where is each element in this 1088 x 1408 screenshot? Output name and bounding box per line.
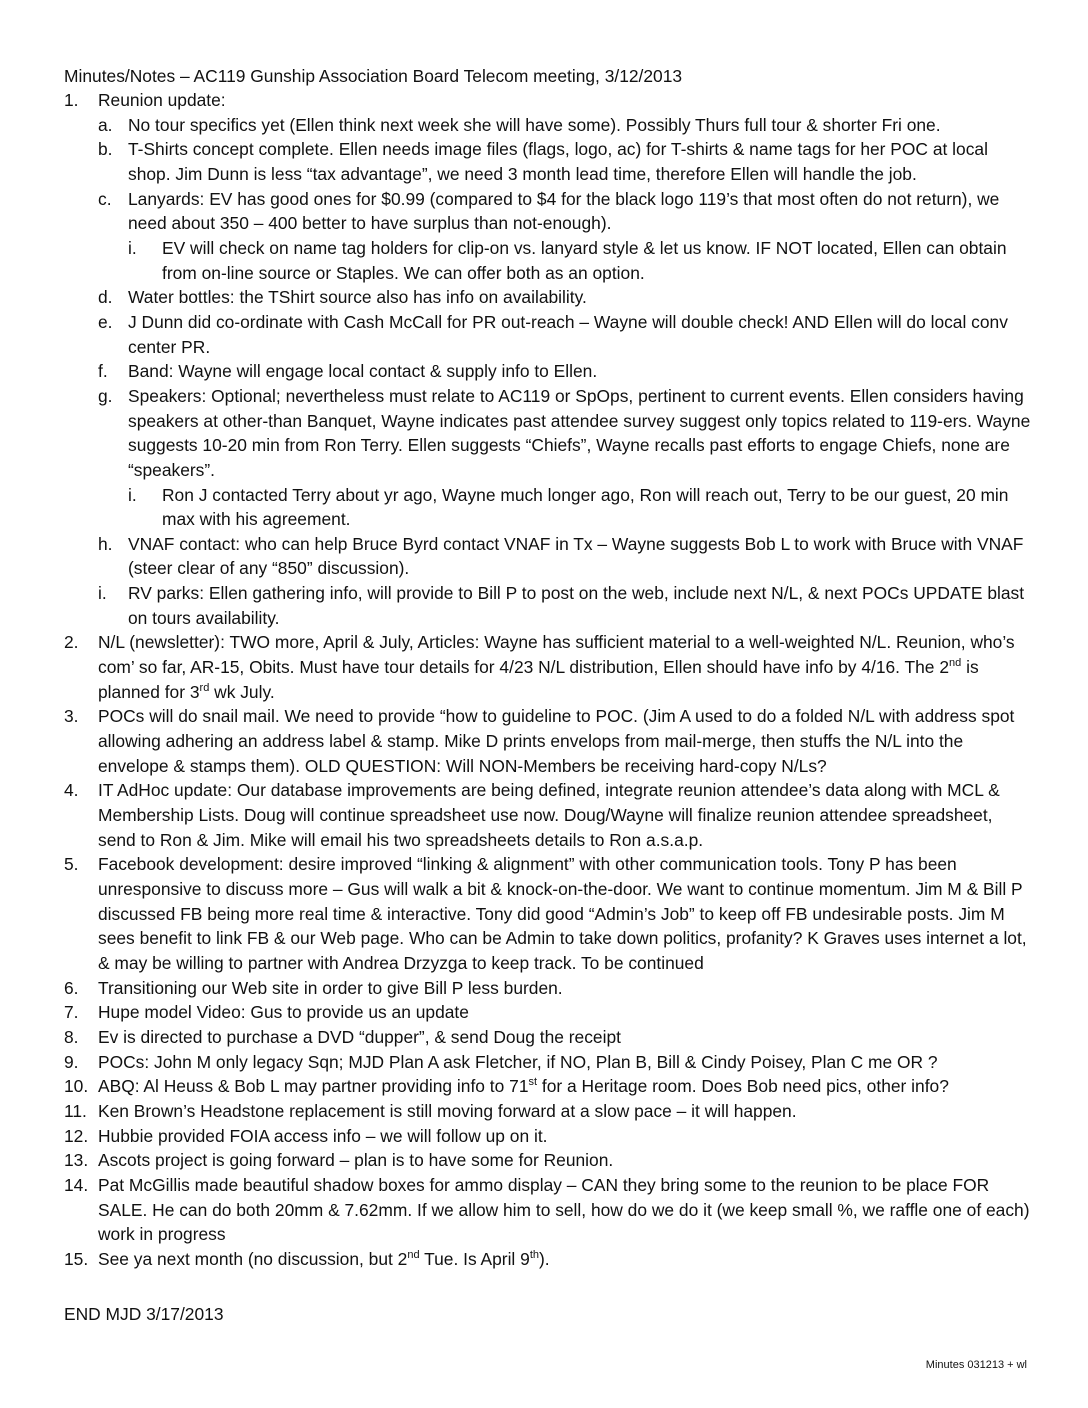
minutes-list — [64, 88, 1034, 1272]
item-text: Water bottles: the TShirt source also has info on availability. — [128, 287, 587, 308]
item-number: c. — [98, 188, 112, 209]
list-subitem — [98, 187, 1034, 236]
item-text: Band: Wayne will engage local contact & supply info to Ellen. — [128, 361, 598, 382]
list-subitem — [98, 285, 1034, 310]
item-number: e. — [98, 311, 113, 332]
item-number: d. — [98, 287, 113, 308]
item-text: J Dunn did co-ordinate with Cash McCall for PR out-reach – Wayne will double check! AND Ellen will do local conv center PR. — [128, 311, 1008, 357]
list-subitem — [98, 581, 1034, 630]
list-item — [64, 1148, 1034, 1173]
item-text: Ken Brown’s Headstone replacement is still moving forward at a slow pace – it will happen. — [98, 1100, 797, 1121]
list-item — [64, 1124, 1034, 1149]
item-text: EV will check on name tag holders for clip-on vs. lanyard style & let us know. IF NOT located, Ellen can obtain from on-line source or Staples. We can offer both as an option. — [162, 237, 1007, 283]
list-subitem — [98, 384, 1034, 483]
list-item — [64, 1247, 1034, 1272]
list-item — [64, 852, 1034, 975]
item-text: POCs: John M only legacy Sqn; MJD Plan A ask Fletcher, if NO, Plan B, Bill & Cindy Poisey, Plan C me OR ? — [98, 1051, 938, 1072]
item-text: Transitioning our Web site in order to give Bill P less burden. — [98, 977, 563, 998]
superscript: nd — [949, 657, 962, 670]
item-number: 4. — [64, 780, 79, 801]
item-text: Reunion update: — [98, 90, 226, 110]
list-subitem — [98, 532, 1034, 581]
item-number: a. — [98, 114, 113, 135]
item-number: 9. — [64, 1051, 79, 1072]
item-text: No tour specifics yet (Ellen think next week she will have some). Possibly Thurs full tour & shorter Fri one. — [128, 114, 941, 135]
text-segment: N/L (newsletter): TWO more, April & July, Articles: Wayne has sufficient material to a well-weighted N/L. Reunion, who’s com’ so far, AR-15, Obits. Must have tour details for 4/23 N/L distribution, Ellen should have info by 4/16. The 2 — [98, 632, 1015, 678]
item-text: POCs will do snail mail. We need to provide “how to guideline to POC. (Jim A used to do a folded N/L with address spot allowing adhering an address label & stamp. Mike D prints envelops from mail-merge, then stuffs the N/L into the envelope & stamps them). OLD QUESTION: Will NON-Members be receiving hard-copy N/Ls? — [98, 706, 1015, 776]
item-number: i. — [98, 583, 107, 604]
superscript: th — [529, 1249, 539, 1262]
item-number: h. — [98, 533, 113, 554]
item-text: Facebook development: desire improved “linking & alignment” with other communication tools. Tony P has been unresponsive to discuss more – Gus will walk a bit & knock-on-the-door. We want to continue momentum. Jim M & Bill P discussed FB being more real time & interactive. Tony did good “Admin’s Job” to keep off FB undesirable posts. Jim M sees benefit to link FB & our Web page. Who can be Admin to take down politics, profanity? K Graves uses internet a lot, & may be willing to partner with Andrea Drzyzga to keep track. To be continued — [98, 854, 1027, 973]
item-text — [98, 630, 1034, 704]
item-text: Hupe model Video: Gus to provide us an update — [98, 1002, 469, 1023]
text-segment: ABQ: Al Heuss & Bob L may partner providing info to 71 — [98, 1076, 529, 1097]
item-text — [98, 1074, 1034, 1099]
superscript: st — [528, 1076, 538, 1089]
item-text: Ascots project is going forward – plan is to have some for Reunion. — [98, 1150, 614, 1171]
item-number: 12. — [64, 1125, 89, 1146]
item-text — [98, 1247, 1034, 1272]
text-segment: Tue. Is April 9 — [419, 1248, 530, 1269]
item-number: g. — [98, 385, 113, 406]
item-number: 8. — [64, 1026, 79, 1047]
list-item — [64, 1099, 1034, 1124]
list-item — [64, 1025, 1034, 1050]
item-number: 10. — [64, 1076, 89, 1097]
list-subitem — [98, 113, 1034, 138]
list-item — [64, 1173, 1034, 1247]
list-item — [64, 976, 1034, 1001]
list-item — [64, 88, 1034, 113]
footer-label: Minutes 031213 + wl — [925, 1359, 1027, 1371]
list-item — [64, 630, 1034, 704]
list-subitem — [98, 359, 1034, 384]
item-number: 14. — [64, 1174, 89, 1195]
item-number: 15. — [64, 1248, 89, 1269]
text-segment: wk July. — [209, 681, 275, 702]
list-item — [64, 1050, 1034, 1075]
item-text: IT AdHoc update: Our database improvements are being defined, integrate reunion attendee’s data along with MCL & Membership Lists. Doug will continue spreadsheet use now. Doug/Wayne will finalize reunion attendee spreadsheet, send to Ron & Jim. Mike will email his two spreadsheets details to Ron a.s.a.p. — [98, 780, 1000, 850]
item-text: Speakers: Optional; nevertheless must relate to AC119 or SpOps, pertinent to current events. Ellen considers having speakers at other-than Banquet, Wayne indicates past attendee survey suggest only topics related to 119-ers. Wayne suggests 10-20 min from Ron Terry. Ellen suggests “Chiefs”, Wayne recalls past efforts to engage Chiefs, none are “speakers”. — [128, 385, 1031, 480]
list-item — [64, 778, 1034, 852]
list-subitem — [98, 310, 1034, 359]
end-signature-line: END MJD 3/17/2013 — [64, 1304, 224, 1324]
list-item — [64, 1074, 1034, 1099]
document-title: Minutes/Notes – AC119 Gunship Association Board Telecom meeting, 3/12/2013 — [64, 66, 683, 86]
item-number: b. — [98, 139, 113, 160]
superscript: rd — [199, 681, 210, 694]
list-subsubitem — [128, 236, 1034, 285]
item-number: i. — [128, 237, 137, 258]
item-number: 13. — [64, 1150, 89, 1171]
item-text: T-Shirts concept complete. Ellen needs image files (flags, logo, ac) for T-shirts & name tags for her POC at local shop. Jim Dunn is less “tax advantage”, we need 3 month lead time, therefore Ellen will handle the job. — [128, 139, 988, 184]
list-item — [64, 1000, 1034, 1025]
list-subitem — [98, 137, 1034, 186]
item-number: 3. — [64, 706, 79, 727]
item-number: f. — [98, 361, 108, 382]
text-segment: for a Heritage room. Does Bob need pics, other info? — [537, 1076, 949, 1097]
item-number: 5. — [64, 854, 79, 875]
text-segment: See ya next month (no discussion, but 2 — [98, 1248, 408, 1269]
list-item — [64, 704, 1034, 778]
item-text: Hubbie provided FOIA access info – we will follow up on it. — [98, 1125, 548, 1146]
item-text: RV parks: Ellen gathering info, will provide to Bill P to post on the web, include next N/L, & next POCs UPDATE blast on tours availability. — [128, 583, 1025, 628]
item-text: Pat McGillis made beautiful shadow boxes for ammo display – CAN they bring some to the reunion to be place FOR SALE. He can do both 20mm & 7.62mm. If we allow him to sell, how do we do it (we keep small %, we raffle one of each) work in progress — [98, 1174, 1030, 1245]
text-segment: is planned for 3 — [98, 657, 979, 702]
item-text: VNAF contact: who can help Bruce Byrd contact VNAF in Tx – Wayne suggests Bob L to work with Bruce with VNAF (steer clear of any “850” discussion). — [128, 533, 1024, 579]
item-number: 2. — [64, 632, 79, 653]
item-text: Lanyards: EV has good ones for $0.99 (compared to $4 for the black logo 119’s that most often do not return), we need about 350 – 400 better to have surplus than not-enough). — [128, 188, 1000, 234]
item-text: Ev is directed to purchase a DVD “dupper”, & send Doug the receipt — [98, 1026, 621, 1047]
text-segment: ). — [539, 1248, 550, 1269]
item-text: Ron J contacted Terry about yr ago, Wayne much longer ago, Ron will reach out, Terry to be our guest, 20 min max with his agreement. — [162, 484, 1009, 530]
item-number: 7. — [64, 1002, 79, 1023]
item-number: i. — [128, 484, 137, 505]
item-number: 11. — [64, 1100, 87, 1121]
list-subsubitem — [128, 483, 1034, 532]
item-number: 6. — [64, 977, 79, 998]
superscript: nd — [407, 1249, 420, 1262]
item-number: 1. — [64, 90, 79, 110]
